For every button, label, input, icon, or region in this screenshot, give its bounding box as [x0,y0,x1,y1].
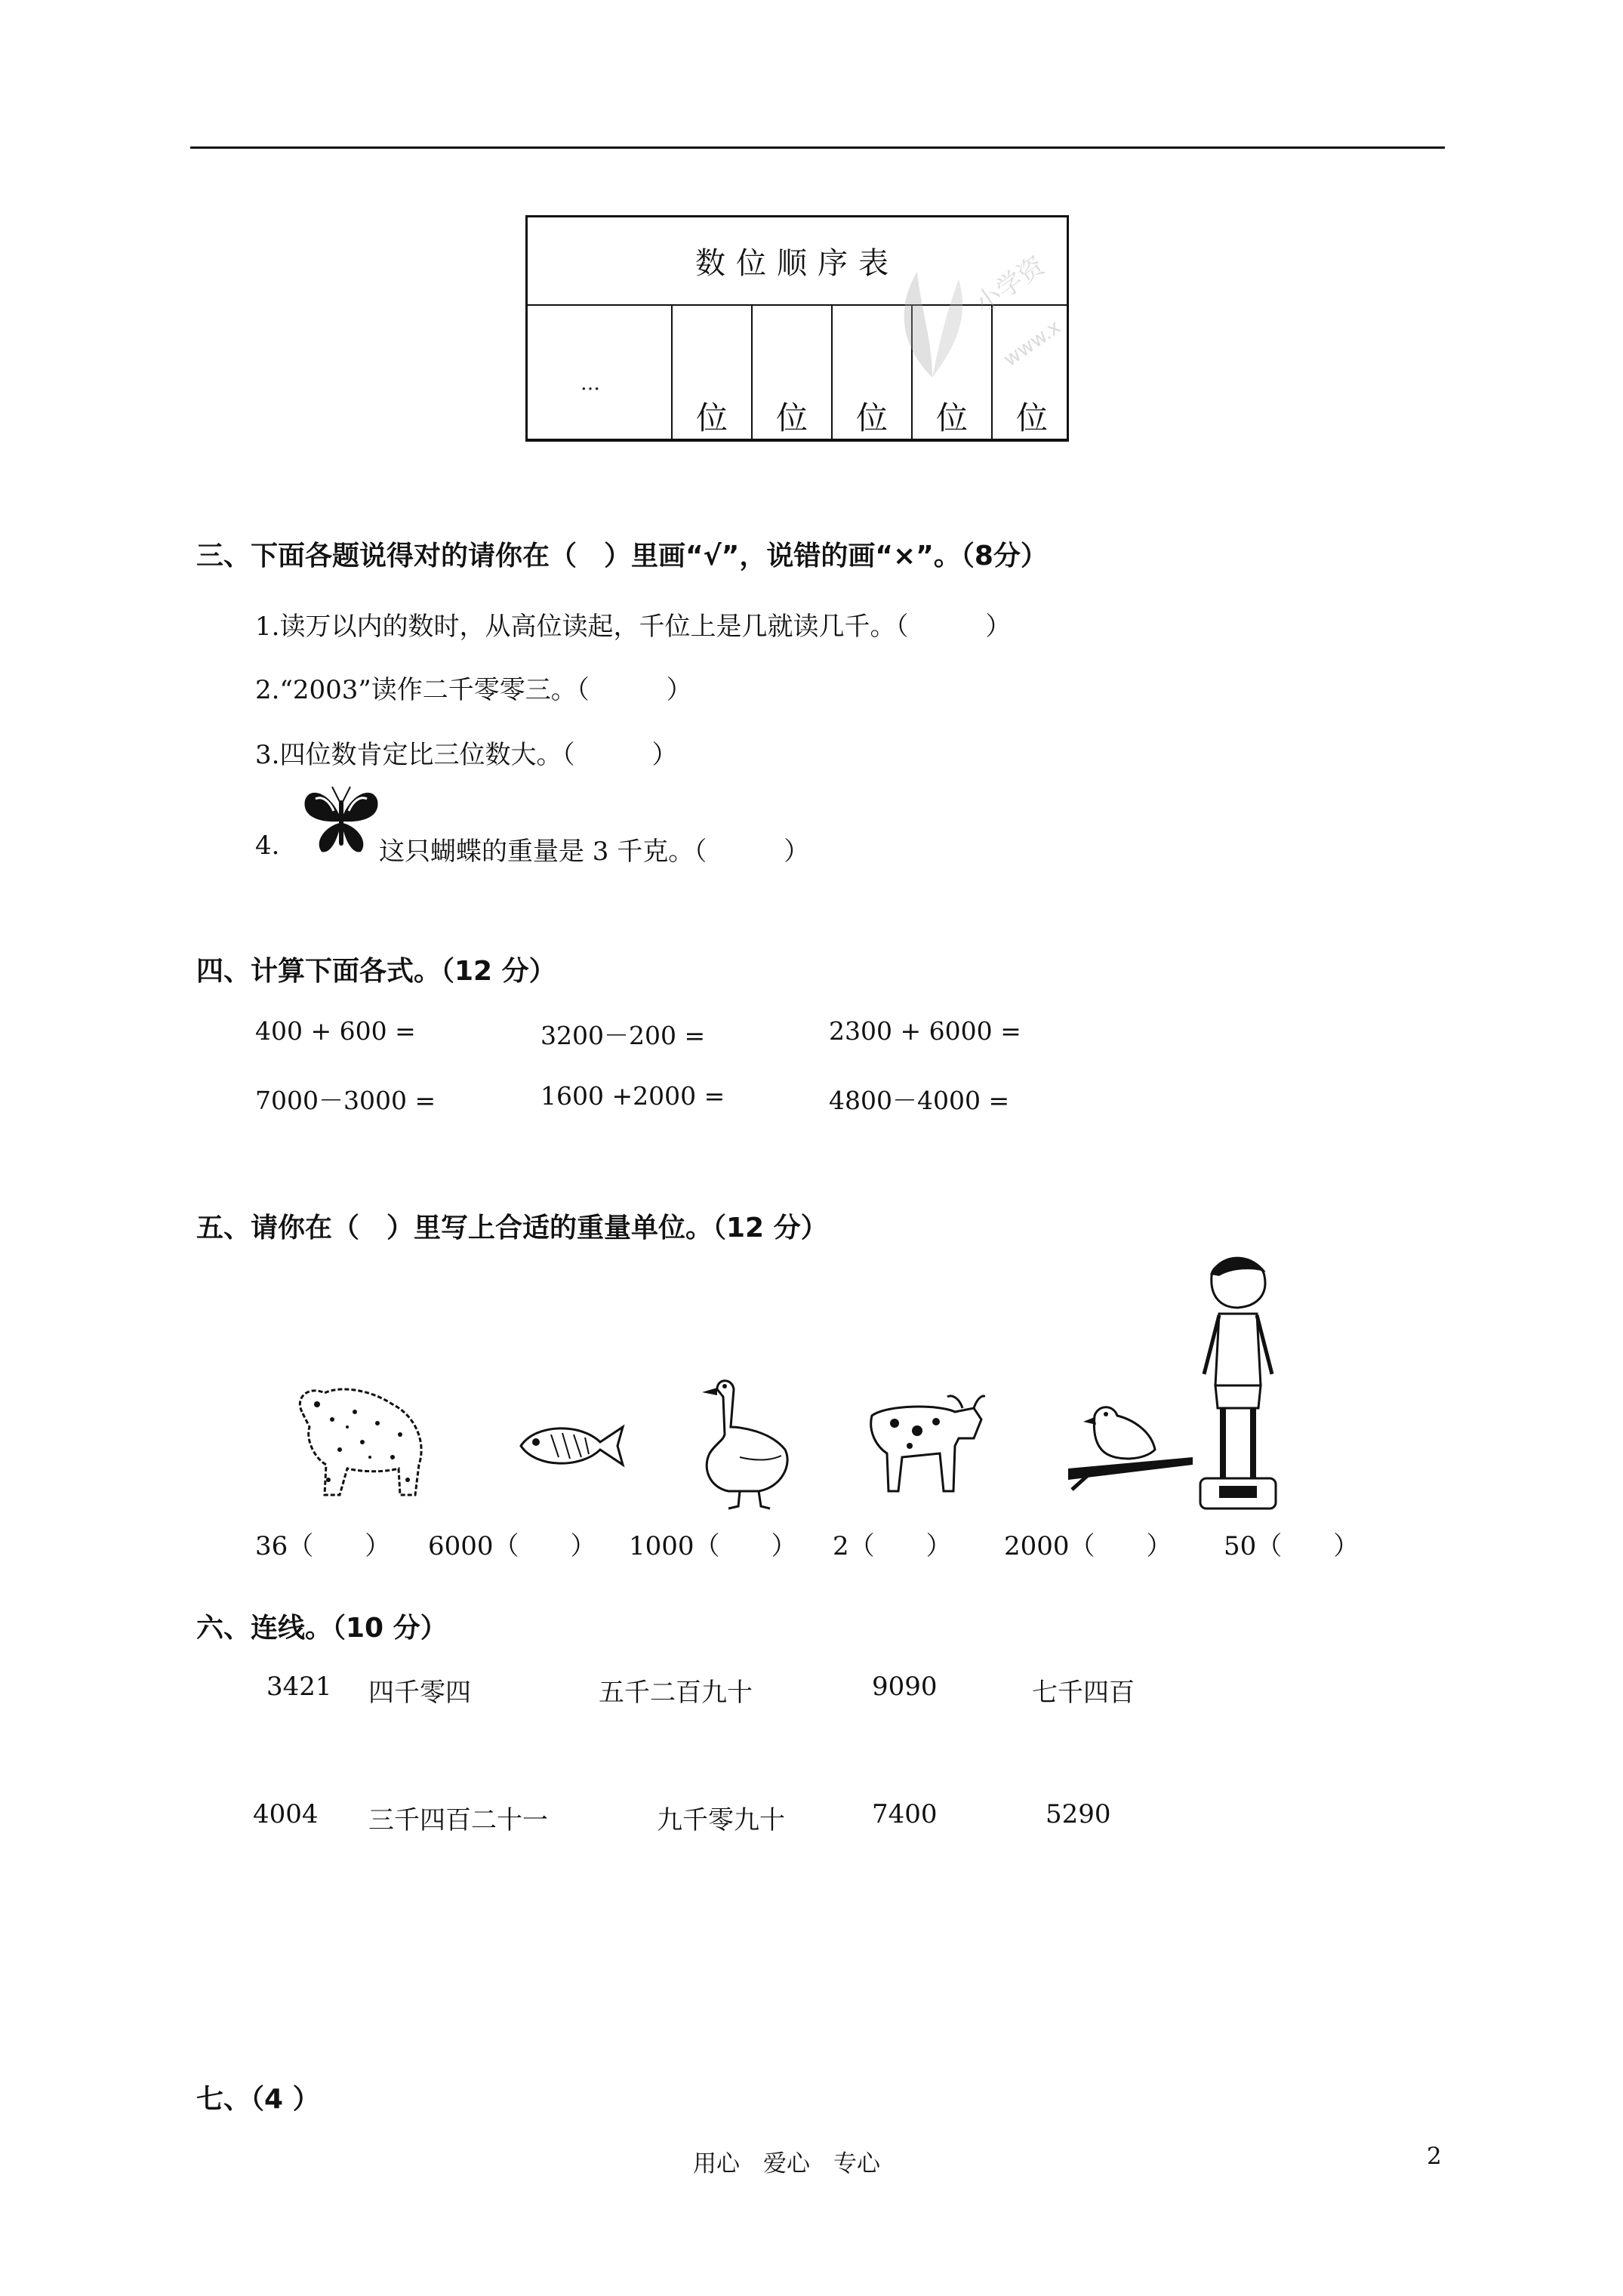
section3-item: 1.读万以内的数时，从高位读起，千位上是几就读几千。（ ） [255,612,1012,642]
place-value-column-label: 位 [695,399,728,436]
section3-title: 三、下面各题说得对的请你在（ ）里画“√”，说错的画“×”。（8分） [196,541,1048,572]
match-item: 4004 [253,1799,319,1829]
bird-icon [1064,1401,1196,1491]
watermark-text: 小学资 [969,250,1051,320]
place-value-ellipsis: … [581,372,602,395]
weight-answer: 2（ ） [833,1531,952,1561]
section3-item4-number: 4. [255,831,280,861]
section5-title: 五、请你在（ ）里写上合适的重量单位。（12 分） [196,1213,828,1244]
place-value-column [751,304,831,440]
place-value-column [671,304,751,440]
section3-item: 2.“2003”读作二千零零三。（ ） [255,675,692,705]
boy-on-scale-icon [1189,1253,1287,1514]
place-value-column-label: 位 [1015,399,1048,436]
bear-icon [287,1382,430,1502]
match-item: 七千四百 [1032,1678,1135,1708]
ox-icon [864,1385,985,1499]
page-number: 2 [1427,2143,1442,2170]
watermark [887,249,1083,400]
place-value-column-label: 位 [935,399,968,436]
top-rule [190,146,1445,149]
section7-title: 七、（4 ） [196,2084,320,2115]
place-value-column-label: 位 [855,399,888,436]
match-item: 九千零九十 [657,1805,785,1835]
weight-answer: 6000（ ） [428,1531,596,1561]
weight-answer: 2000（ ） [1004,1531,1172,1561]
place-value-table-title: 数位顺序表 [695,246,899,281]
footer-motto: 用心 爱心 专心 [693,2150,880,2177]
section4-title: 四、计算下面各式。（12 分） [196,956,556,987]
calc-item: 400 + 600 = [255,1016,416,1046]
calc-item: 1600 +2000 = [540,1081,725,1111]
calc-item: 7000－3000 = [255,1086,436,1115]
calc-item: 3200－200 = [540,1021,706,1050]
match-item: 四千零四 [368,1678,471,1708]
match-item: 7400 [872,1799,938,1829]
match-item: 5290 [1046,1799,1111,1829]
match-item: 3421 [266,1672,332,1702]
match-item: 9090 [872,1672,938,1702]
fish-icon [513,1419,627,1472]
calc-item: 4800－4000 = [829,1086,1010,1115]
weight-answer: 50（ ） [1224,1531,1360,1561]
watermark-leaf-icon [887,264,978,385]
section6-title: 六、连线。（10 分） [196,1613,448,1644]
section3-item4-text: 这只蝴蝶的重量是 3 千克。（ ） [379,837,810,867]
section3-item: 3.四位数肯定比三位数大。（ ） [255,740,678,770]
weight-answer: 1000（ ） [629,1531,797,1561]
goose-icon [694,1374,796,1510]
butterfly-icon [302,785,380,855]
match-item: 五千二百九十 [599,1678,753,1708]
place-value-column-label: 位 [775,399,808,436]
calc-item: 2300 + 6000 = [829,1016,1021,1046]
match-item: 三千四百二十一 [368,1805,548,1835]
weight-answer: 36（ ） [255,1531,391,1561]
watermark-url: www.x [999,316,1065,371]
